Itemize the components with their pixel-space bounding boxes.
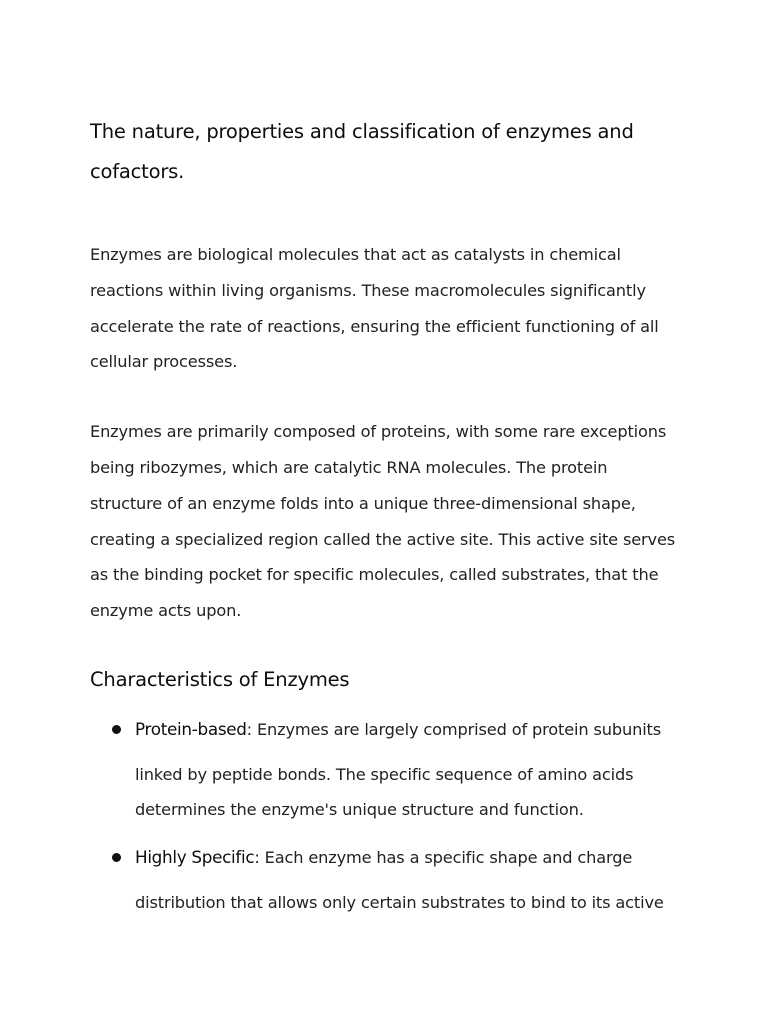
paragraph-line: as the binding pocket for specific molecules, called substrates, that the xyxy=(90,565,659,585)
bullet-term: Highly Specific xyxy=(135,846,255,867)
paragraph-line: being ribozymes, which are catalytic RNA molecules. The protein xyxy=(90,457,608,477)
bullet-first-line xyxy=(135,711,680,748)
paragraph-line: enzyme acts upon. xyxy=(90,601,242,621)
title-line: The nature, properties and classification of enzymes and xyxy=(90,120,634,143)
bullet-first-line xyxy=(135,839,680,876)
paragraph-line: accelerate the rate of reactions, ensuring the efficient functioning of all xyxy=(90,316,659,336)
paragraph-line: reactions within living organisms. These macromolecules significantly xyxy=(90,280,646,300)
bullet-text: : Each enzyme has a specific shape and charge xyxy=(254,847,633,867)
intro-paragraph xyxy=(90,237,680,380)
list-item xyxy=(90,711,680,828)
section-heading: Characteristics of Enzymes xyxy=(90,667,350,691)
bullet-line: distribution that allows only certain substrates to bind to its active xyxy=(135,892,664,912)
paragraph-line: cellular processes. xyxy=(90,352,238,372)
paragraph-line: structure of an enzyme folds into a unique three-dimensional shape, xyxy=(90,493,636,513)
paragraph-line: Enzymes are biological molecules that act as catalysts in chemical xyxy=(90,245,621,264)
bullet-text: : Enzymes are largely comprised of protein subunits xyxy=(246,719,662,739)
characteristics-list xyxy=(90,711,680,921)
bullet-icon xyxy=(112,853,121,862)
document-title xyxy=(90,112,680,192)
list-item xyxy=(90,839,680,921)
bullet-line: linked by peptide bonds. The specific sequence of amino acids xyxy=(135,764,634,784)
paragraph-line: Enzymes are primarily composed of proteins, with some rare exceptions xyxy=(90,422,667,442)
title-line: cofactors. xyxy=(90,160,185,183)
bullet-term: Protein-based xyxy=(135,718,247,739)
bullet-line: determines the enzyme's unique structure and function. xyxy=(135,800,584,820)
composition-paragraph xyxy=(90,414,680,629)
bullet-icon xyxy=(112,725,121,734)
document-page xyxy=(90,112,680,920)
paragraph-line: creating a specialized region called the active site. This active site serves xyxy=(90,529,676,549)
